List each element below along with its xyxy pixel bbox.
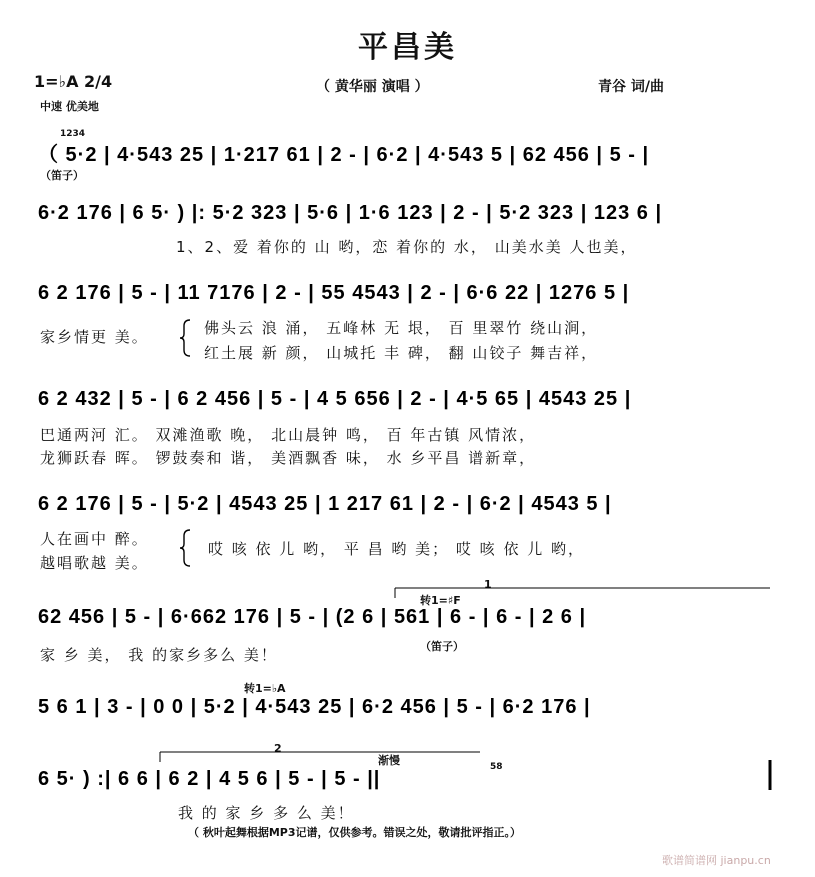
- page-title: 平昌美: [358, 30, 457, 65]
- lyrics-row-3a: 家乡情更 美。: [40, 328, 149, 346]
- notation-row-7: 5 6 1 | 3 - | 0 0 | 5·2 | 4·543 25 | 6·2 456 | 5 - | 6·2 176 |: [38, 696, 591, 718]
- modulation-mark-2: 转1=♭A: [244, 682, 286, 695]
- lyrics-row-4a: 巴通两河 汇。 双滩渔歌 晚， 北山晨钟 鸣， 百 年古镇 风情浓，: [40, 426, 537, 444]
- verse-brace-2: [180, 530, 190, 566]
- tempo-marking: 中速 优美地: [40, 100, 99, 113]
- tempo-change: 渐慢: [378, 754, 400, 767]
- volta-1-label: 1: [484, 578, 492, 591]
- key-signature: 1=♭A 2/4: [34, 72, 113, 91]
- notation-row-6: 62 456 | 5 - | 6·662 176 | 5 - | (2 6 | 561 | 6 - | 6 - | 2 6 |: [38, 606, 587, 628]
- lyrics-row-6: 家 乡 美， 我 的家乡多么 美！: [40, 646, 278, 664]
- lyrics-row-5b: 越唱歌越 美。: [40, 554, 149, 572]
- lyrics-row-5a: 人在画中 醉。: [40, 530, 149, 548]
- watermark: 歌谱简谱网 jianpu.cn: [662, 854, 771, 867]
- modulation-mark-1: 转1=♯F: [420, 594, 461, 607]
- singer-credit: （ 黄华丽 演唱 ）: [316, 79, 429, 95]
- lyrics-row-3b: 佛头云 浪 涌， 五峰林 无 垠， 百 里翠竹 绕山涧，: [204, 319, 599, 337]
- author-credit: 青谷 词/曲: [598, 79, 664, 95]
- lyrics-row-4b: 龙狮跃春 晖。 锣鼓奏和 谐， 美酒飘香 味， 水 乡平昌 谱新章，: [40, 449, 537, 467]
- lyrics-row-3c: 红土展 新 颜， 山城托 丰 碑， 翻 山铰子 舞吉祥，: [204, 344, 599, 362]
- grace-note: 58: [490, 762, 503, 772]
- notation-row-3: 6 2 176 | 5 - | 11 7176 | 2 - | 55 4543 | 2 - | 6·6 22 | 1276 5 |: [38, 282, 630, 304]
- flute-note-2: （笛子）: [420, 640, 464, 653]
- lyrics-row-2: 1、2、爱 着你的 山 哟，恋 着你的 水， 山美水美 人也美，: [176, 238, 638, 256]
- notation-row-1: （ 5·2 | 4·543 25 | 1·217 61 | 2 - | 6·2 | 4·543 5 | 62 456 | 5 - |: [38, 144, 650, 166]
- lyrics-row-5c: 哎 咳 依 儿 哟， 平 昌 哟 美； 哎 咳 依 儿 哟，: [208, 540, 585, 558]
- notation-row-4: 6 2 432 | 5 - | 6 2 456 | 5 - | 4 5 656 | 2 - | 4·5 65 | 4543 25 |: [38, 388, 632, 410]
- notation-row-2: 6·2 176 | 6 5· ) |: 5·2 323 | 5·6 | 1·6 123 | 2 - | 5·2 323 | 123 6 |: [38, 202, 663, 224]
- notation-row-8: 6 5· ) :| 6 6 | 6 2 | 4 5 6 | 5 - | 5 - ||: [38, 768, 381, 790]
- volta-2-label: 2: [274, 742, 282, 755]
- notation-row-5: 6 2 176 | 5 - | 5·2 | 4543 25 | 1 217 61 | 2 - | 6·2 | 4543 5 |: [38, 493, 612, 515]
- lyrics-row-8: 我 的 家 乡 多 么 美！: [178, 804, 355, 822]
- verse-brace-1: [180, 320, 190, 356]
- tuplet-mark: 1234: [60, 129, 86, 139]
- transcription-note: （ 秋叶起舞根据MP3记谱，仅供参考。错误之处，敬请批评指正。）: [188, 826, 521, 839]
- flute-note: （笛子）: [40, 169, 84, 182]
